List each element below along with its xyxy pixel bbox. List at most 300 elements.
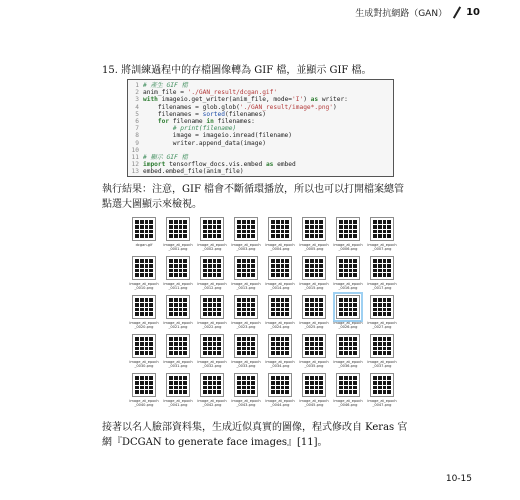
- thumbnail-cell: [315, 259, 319, 263]
- thumbnail-cell: [349, 347, 353, 351]
- thumbnail-cell: [237, 337, 241, 341]
- thumbnail-cell: [247, 342, 251, 346]
- thumbnail-cell: [285, 298, 289, 302]
- thumbnail-cell: [242, 269, 246, 273]
- thumbnail-cell: [145, 342, 149, 346]
- thumbnail-cell: [251, 312, 255, 316]
- image-thumbnail-icon: [370, 256, 394, 280]
- thumbnail-cell: [373, 273, 377, 277]
- image-thumbnail-icon: [370, 217, 394, 241]
- thumbnail-cell: [203, 351, 207, 355]
- thumbnail-cell: [339, 269, 343, 273]
- file-tile[interactable]: [365, 217, 399, 256]
- thumbnail-cell: [149, 273, 153, 277]
- thumbnail-cell: [310, 298, 314, 302]
- file-tile[interactable]: [195, 373, 229, 412]
- thumbnail-cell: [373, 342, 377, 346]
- file-name: image_at_epoch _0024.png: [265, 321, 295, 330]
- thumbnail-cell: [378, 264, 382, 268]
- thumbnail-cell: [373, 259, 377, 263]
- thumbnail-cell: [140, 264, 144, 268]
- code-text: filenames = sorted(filenames): [143, 110, 266, 118]
- thumbnail-cell: [305, 337, 309, 341]
- thumbnail-cell: [285, 381, 289, 385]
- thumbnail-cell: [251, 386, 255, 390]
- thumbnail-cell: [203, 303, 207, 307]
- thumbnail-cell: [183, 298, 187, 302]
- thumbnail-cell: [378, 381, 382, 385]
- thumbnail-cell: [271, 303, 275, 307]
- thumbnail-cell: [145, 259, 149, 263]
- thumbnail-cell: [276, 351, 280, 355]
- thumbnail-cell: [208, 298, 212, 302]
- thumbnail-cell: [271, 269, 275, 273]
- thumbnail-cell: [373, 269, 377, 273]
- thumbnail-cell: [247, 303, 251, 307]
- chapter-number: 10: [466, 7, 480, 18]
- thumbnail-cell: [383, 273, 387, 277]
- thumbnail-cell: [242, 337, 246, 341]
- thumbnail-cell: [140, 376, 144, 380]
- thumbnail-cell: [378, 386, 382, 390]
- thumbnail-cell: [271, 298, 275, 302]
- thumbnail-cell: [387, 312, 391, 316]
- thumbnail-cell: [149, 347, 153, 351]
- thumbnail-cell: [339, 259, 343, 263]
- image-thumbnail-icon: [132, 256, 156, 280]
- thumbnail-cell: [237, 386, 241, 390]
- thumbnail-cell: [315, 337, 319, 341]
- thumbnail-cell: [217, 298, 221, 302]
- thumbnail-cell: [183, 337, 187, 341]
- thumbnail-cell: [149, 351, 153, 355]
- thumbnail-cell: [310, 303, 314, 307]
- thumbnail-cell: [217, 381, 221, 385]
- file-name: image_at_epoch _0042.png: [197, 399, 227, 408]
- thumbnail-cell: [353, 347, 357, 351]
- thumbnail-cell: [339, 312, 343, 316]
- thumbnail-cell: [339, 342, 343, 346]
- thumbnail-cell: [319, 308, 323, 312]
- file-tile[interactable]: [161, 373, 195, 412]
- thumbnail-cell: [271, 264, 275, 268]
- file-tile[interactable]: [127, 256, 161, 295]
- file-tile[interactable]: [229, 256, 263, 295]
- thumbnail-cell: [344, 308, 348, 312]
- thumbnail-cell: [387, 347, 391, 351]
- thumbnail-cell: [285, 273, 289, 277]
- thumbnail-cell: [349, 337, 353, 341]
- thumbnail-cell: [145, 230, 149, 234]
- thumbnail-cell: [247, 390, 251, 394]
- thumbnail-cell: [251, 376, 255, 380]
- thumbnail-cell: [140, 298, 144, 302]
- thumbnail-cell: [140, 312, 144, 316]
- thumbnail-cell: [271, 312, 275, 316]
- file-tile[interactable]: [127, 373, 161, 412]
- thumbnail-cell: [276, 230, 280, 234]
- thumbnail-cell: [242, 308, 246, 312]
- thumbnail-cell: [208, 347, 212, 351]
- thumbnail-cell: [135, 390, 139, 394]
- file-tile[interactable]: [331, 295, 365, 334]
- result-paragraph: 執行結果：注意，GIF 檔會不斷循環播放，所以也可以打開檔案總管點選大圖顯示來檢視。: [102, 184, 405, 210]
- thumbnail-cell: [387, 234, 391, 238]
- thumbnail-cell: [135, 347, 139, 351]
- file-tile[interactable]: [195, 334, 229, 373]
- thumbnail-cell: [378, 312, 382, 316]
- thumbnail-cell: [373, 225, 377, 229]
- thumbnail-cell: [339, 386, 343, 390]
- file-tile[interactable]: [229, 295, 263, 334]
- thumbnail-cell: [383, 337, 387, 341]
- thumbnail-cell: [344, 351, 348, 355]
- line-number: 1: [135, 82, 139, 89]
- file-tile[interactable]: [297, 256, 331, 295]
- thumbnail-cell: [349, 234, 353, 238]
- thumbnail-cell: [344, 298, 348, 302]
- code-text: import tensorflow_docs.vis.embed as embed: [143, 161, 296, 169]
- thumbnail-cell: [310, 342, 314, 346]
- thumbnail-cell: [281, 337, 285, 341]
- thumbnail-cell: [344, 337, 348, 341]
- thumbnail-cell: [237, 220, 241, 224]
- thumbnail-cell: [271, 386, 275, 390]
- line-number: 13: [131, 168, 139, 176]
- thumbnail-cell: [145, 312, 149, 316]
- code-text: writer.append_data(image): [143, 139, 266, 147]
- thumbnail-cell: [242, 376, 246, 380]
- page-number: 10-15: [445, 474, 472, 484]
- file-tile[interactable]: [127, 334, 161, 373]
- thumbnail-cell: [276, 298, 280, 302]
- thumbnail-cell: [208, 312, 212, 316]
- thumbnail-cell: [373, 303, 377, 307]
- file-tile[interactable]: [127, 217, 161, 256]
- thumbnail-cell: [344, 225, 348, 229]
- file-tile[interactable]: [263, 256, 297, 295]
- file-tile[interactable]: [161, 217, 195, 256]
- thumbnail-cell: [135, 376, 139, 380]
- thumbnail-cell: [149, 298, 153, 302]
- file-tile[interactable]: [195, 256, 229, 295]
- thumbnail-cell: [237, 259, 241, 263]
- thumbnail-cell: [217, 303, 221, 307]
- file-name: image_at_epoch _0005.png: [299, 243, 329, 252]
- thumbnail-cell: [208, 386, 212, 390]
- thumbnail-cell: [319, 381, 323, 385]
- thumbnail-cell: [174, 225, 178, 229]
- thumbnail-cell: [310, 386, 314, 390]
- thumbnail-cell: [387, 273, 391, 277]
- thumbnail-cell: [339, 351, 343, 355]
- file-tile[interactable]: [331, 373, 365, 412]
- thumbnail-cell: [174, 312, 178, 316]
- file-tile[interactable]: [297, 334, 331, 373]
- thumbnail-cell: [373, 337, 377, 341]
- thumbnail-cell: [353, 351, 357, 355]
- thumbnail-cell: [271, 381, 275, 385]
- thumbnail-cell: [169, 308, 173, 312]
- image-thumbnail-icon: [166, 373, 190, 397]
- file-name: image_at_epoch _0012.png: [197, 282, 227, 291]
- thumbnail-cell: [237, 303, 241, 307]
- thumbnail-cell: [305, 230, 309, 234]
- line-number: 9: [135, 139, 139, 147]
- thumbnail-cell: [183, 225, 187, 229]
- thumbnail-cell: [213, 390, 217, 394]
- file-name: image_at_epoch _0003.png: [231, 243, 261, 252]
- thumbnail-cell: [208, 381, 212, 385]
- thumbnail-cell: [353, 390, 357, 394]
- thumbnail-cell: [237, 273, 241, 277]
- thumbnail-cell: [203, 342, 207, 346]
- file-name: image_at_epoch _0036.png: [333, 360, 363, 369]
- code-line: [131, 154, 390, 161]
- file-tile[interactable]: [195, 217, 229, 256]
- thumbnail-cell: [217, 312, 221, 316]
- image-thumbnail-icon: [336, 256, 360, 280]
- thumbnail-cell: [315, 351, 319, 355]
- image-thumbnail-icon: [336, 334, 360, 358]
- thumbnail-cell: [208, 273, 212, 277]
- thumbnail-cell: [305, 220, 309, 224]
- thumbnail-cell: [305, 312, 309, 316]
- thumbnail-cell: [310, 264, 314, 268]
- thumbnail-cell: [213, 337, 217, 341]
- thumbnail-cell: [339, 234, 343, 238]
- thumbnail-cell: [271, 308, 275, 312]
- thumbnail-cell: [169, 347, 173, 351]
- image-thumbnail-icon: [234, 256, 258, 280]
- thumbnail-cell: [319, 259, 323, 263]
- thumbnail-cell: [135, 230, 139, 234]
- image-thumbnail-icon: [336, 373, 360, 397]
- thumbnail-cell: [378, 234, 382, 238]
- file-tile[interactable]: [331, 217, 365, 256]
- thumbnail-cell: [315, 390, 319, 394]
- next-section-paragraph: 接著以名人臉部資料集，生成近似真實的圖像，程式修改自 Keras 官網『DCGAN to generate face images』[11]。: [102, 422, 408, 448]
- thumbnail-cell: [247, 376, 251, 380]
- image-thumbnail-icon: [132, 334, 156, 358]
- file-tile[interactable]: [161, 295, 195, 334]
- file-name: image_at_epoch _0033.png: [231, 360, 261, 369]
- thumbnail-cell: [383, 386, 387, 390]
- thumbnail-cell: [237, 230, 241, 234]
- thumbnail-cell: [213, 225, 217, 229]
- thumbnail-cell: [344, 259, 348, 263]
- thumbnail-cell: [378, 351, 382, 355]
- thumbnail-cell: [145, 264, 149, 268]
- thumbnail-cell: [319, 264, 323, 268]
- file-tile[interactable]: [365, 295, 399, 334]
- thumbnail-cell: [276, 220, 280, 224]
- thumbnail-cell: [183, 234, 187, 238]
- file-tile[interactable]: [229, 217, 263, 256]
- thumbnail-cell: [281, 298, 285, 302]
- file-tile[interactable]: [331, 256, 365, 295]
- thumbnail-cell: [203, 347, 207, 351]
- thumbnail-cell: [145, 351, 149, 355]
- step-instruction: 15. 將訓練過程中的存檔圖像轉為 GIF 檔，並顯示 GIF 檔。: [102, 65, 372, 76]
- file-tile[interactable]: [331, 334, 365, 373]
- thumbnail-cell: [387, 386, 391, 390]
- image-thumbnail-icon: [234, 217, 258, 241]
- file-name: image_at_epoch _0014.png: [265, 282, 295, 291]
- thumbnail-cell: [353, 308, 357, 312]
- thumbnail-cell: [174, 337, 178, 341]
- line-number: 12: [131, 161, 139, 169]
- thumbnail-cell: [179, 337, 183, 341]
- file-tile[interactable]: [195, 295, 229, 334]
- thumbnail-cell: [349, 298, 353, 302]
- file-tile[interactable]: [263, 217, 297, 256]
- file-tile[interactable]: [365, 334, 399, 373]
- thumbnail-cell: [217, 337, 221, 341]
- code-text: for filename in filenames:: [157, 117, 255, 125]
- thumbnail-cell: [242, 225, 246, 229]
- thumbnail-cell: [247, 351, 251, 355]
- thumbnail-cell: [373, 312, 377, 316]
- thumbnail-cell: [383, 259, 387, 263]
- thumbnail-cell: [237, 234, 241, 238]
- thumbnail-cell: [373, 381, 377, 385]
- thumbnail-cell: [339, 390, 343, 394]
- thumbnail-cell: [339, 337, 343, 341]
- thumbnail-cell: [378, 273, 382, 277]
- thumbnail-cell: [285, 342, 289, 346]
- thumbnail-cell: [217, 342, 221, 346]
- thumbnail-cell: [353, 220, 357, 224]
- thumbnail-cell: [140, 342, 144, 346]
- thumbnail-cell: [174, 347, 178, 351]
- thumbnail-cell: [285, 269, 289, 273]
- thumbnail-cell: [149, 225, 153, 229]
- thumbnail-cell: [383, 347, 387, 351]
- file-tile[interactable]: [263, 295, 297, 334]
- thumbnail-cell: [149, 390, 153, 394]
- thumbnail-cell: [174, 303, 178, 307]
- thumbnail-cell: [281, 303, 285, 307]
- thumbnail-cell: [305, 351, 309, 355]
- thumbnail-cell: [135, 220, 139, 224]
- file-tile[interactable]: [229, 373, 263, 412]
- thumbnail-cell: [281, 381, 285, 385]
- line-number: 11: [131, 153, 139, 161]
- thumbnail-cell: [373, 234, 377, 238]
- thumbnail-cell: [174, 376, 178, 380]
- thumbnail-cell: [203, 220, 207, 224]
- file-tile[interactable]: [127, 295, 161, 334]
- thumbnail-cell: [242, 390, 246, 394]
- thumbnail-cell: [319, 347, 323, 351]
- file-tile[interactable]: [297, 373, 331, 412]
- thumbnail-cell: [344, 390, 348, 394]
- thumbnail-cell: [237, 312, 241, 316]
- thumbnail-cell: [135, 342, 139, 346]
- thumbnail-cell: [310, 225, 314, 229]
- thumbnail-cell: [179, 225, 183, 229]
- thumbnail-cell: [213, 273, 217, 277]
- thumbnail-cell: [353, 225, 357, 229]
- thumbnail-cell: [247, 381, 251, 385]
- thumbnail-cell: [310, 351, 314, 355]
- thumbnail-cell: [149, 264, 153, 268]
- thumbnail-cell: [183, 386, 187, 390]
- thumbnail-cell: [135, 386, 139, 390]
- file-tile[interactable]: [263, 334, 297, 373]
- file-tile[interactable]: [161, 334, 195, 373]
- thumbnail-cell: [310, 376, 314, 380]
- thumbnail-cell: [145, 269, 149, 273]
- thumbnail-cell: [174, 386, 178, 390]
- thumbnail-cell: [203, 312, 207, 316]
- thumbnail-cell: [339, 273, 343, 277]
- thumbnail-cell: [276, 225, 280, 229]
- thumbnail-cell: [373, 220, 377, 224]
- file-tile[interactable]: [229, 334, 263, 373]
- file-tile[interactable]: [365, 256, 399, 295]
- thumbnail-cell: [251, 269, 255, 273]
- thumbnail-cell: [174, 390, 178, 394]
- file-tile[interactable]: [365, 373, 399, 412]
- thumbnail-cell: [174, 298, 178, 302]
- thumbnail-cell: [344, 234, 348, 238]
- thumbnail-cell: [383, 264, 387, 268]
- thumbnail-cell: [203, 273, 207, 277]
- thumbnail-cell: [242, 264, 246, 268]
- thumbnail-cell: [217, 269, 221, 273]
- thumbnail-cell: [213, 269, 217, 273]
- thumbnail-cell: [174, 264, 178, 268]
- thumbnail-cell: [174, 342, 178, 346]
- thumbnail-cell: [285, 259, 289, 263]
- thumbnail-cell: [213, 220, 217, 224]
- thumbnail-cell: [383, 298, 387, 302]
- file-name: image_at_epoch _0026.png: [333, 321, 363, 330]
- file-tile[interactable]: [263, 373, 297, 412]
- thumbnail-cell: [149, 230, 153, 234]
- thumbnail-cell: [344, 303, 348, 307]
- image-thumbnail-icon: [268, 334, 292, 358]
- thumbnail-cell: [285, 230, 289, 234]
- thumbnail-cell: [271, 337, 275, 341]
- thumbnail-cell: [276, 269, 280, 273]
- thumbnail-cell: [344, 386, 348, 390]
- thumbnail-cell: [285, 376, 289, 380]
- thumbnail-cell: [305, 264, 309, 268]
- thumbnail-cell: [251, 381, 255, 385]
- thumbnail-cell: [183, 259, 187, 263]
- thumbnail-cell: [373, 308, 377, 312]
- thumbnail-cell: [135, 264, 139, 268]
- thumbnail-cell: [378, 376, 382, 380]
- file-name: image_at_epoch _0010.png: [129, 282, 159, 291]
- file-tile[interactable]: [297, 217, 331, 256]
- code-line: [131, 111, 390, 118]
- thumbnail-cell: [378, 225, 382, 229]
- thumbnail-cell: [305, 381, 309, 385]
- file-tile[interactable]: [297, 295, 331, 334]
- thumbnail-cell: [339, 308, 343, 312]
- thumbnail-cell: [378, 269, 382, 273]
- file-tile[interactable]: [161, 256, 195, 295]
- thumbnail-cell: [387, 269, 391, 273]
- thumbnail-cell: [179, 386, 183, 390]
- thumbnail-cell: [179, 273, 183, 277]
- thumbnail-cell: [183, 264, 187, 268]
- thumbnail-cell: [247, 220, 251, 224]
